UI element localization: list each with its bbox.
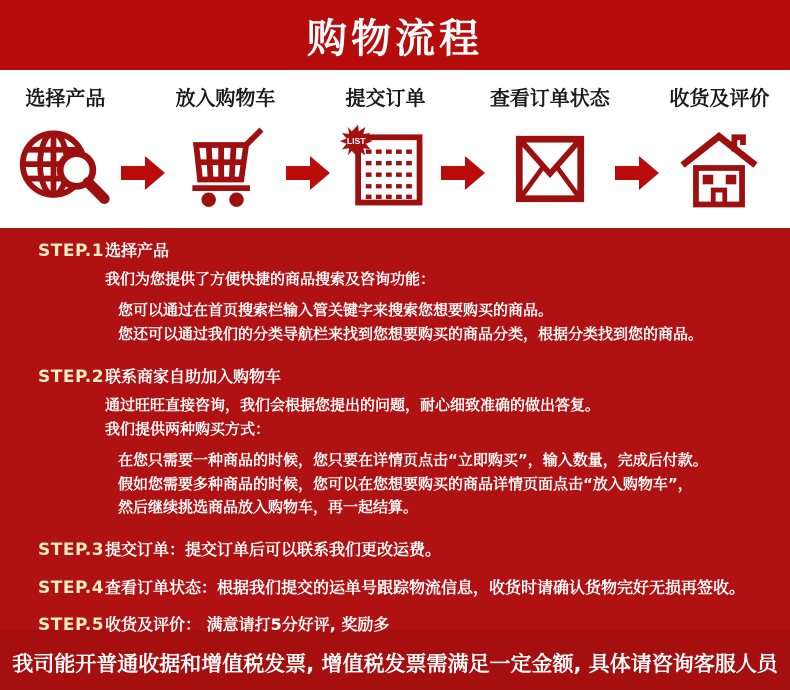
step-number: STEP.1 bbox=[38, 241, 105, 261]
steps-detail-area bbox=[0, 228, 790, 635]
step-column-add-to-cart bbox=[165, 70, 286, 216]
step-label: 收货及评价 bbox=[669, 86, 770, 110]
arrow-right-icon bbox=[441, 156, 485, 194]
svg-text:LIST: LIST bbox=[347, 136, 366, 146]
banner bbox=[0, 0, 790, 70]
step-heading: 联系商家自助加入购物车 bbox=[105, 367, 282, 386]
steps-bar bbox=[0, 70, 790, 228]
arrow-right-icon bbox=[121, 156, 165, 194]
step-number: STEP.3 bbox=[38, 539, 105, 560]
step-heading: 收货及评价： 满意请打5分好评, 奖励多 bbox=[105, 614, 390, 634]
step-column-order-status bbox=[485, 70, 615, 216]
step-label: 提交订单 bbox=[345, 86, 426, 110]
step-detail-line: 假如您需要多种商品的时候，您可以在您想要购买的商品详情页面点击“放入购物车”， bbox=[118, 474, 693, 493]
step-heading: 选择产品 bbox=[105, 241, 170, 260]
step-section-1 bbox=[0, 240, 790, 346]
step-detail-line: 然后继续挑选商品放入购物车，再一起结算。 bbox=[118, 498, 419, 516]
step-section-4 bbox=[0, 577, 790, 599]
step-section-3 bbox=[0, 539, 790, 561]
step-heading: 查看订单状态：根据我们提交的运单号跟踪物流信息，收货时请确认货物完好无损再签收。 bbox=[105, 577, 746, 597]
envelope-icon bbox=[502, 120, 598, 216]
step-number: STEP.5 bbox=[38, 614, 105, 635]
step-detail-line: 您可以通过在首页搜索栏输入管关键字来搜索您想要购买的商品。 bbox=[118, 301, 554, 319]
arrow-right-icon bbox=[286, 156, 330, 194]
step-heading: 提交订单：提交订单后可以联系我们更改运费。 bbox=[105, 539, 442, 559]
order-list-icon bbox=[337, 120, 433, 216]
step-column-submit-order bbox=[330, 70, 441, 216]
step-body-line: 通过旺旺直接咨询，我们会根据您提出的问题，耐心细致准确的做出答复。 bbox=[105, 396, 601, 414]
step-number: STEP.4 bbox=[38, 577, 105, 598]
globe-search-icon bbox=[17, 120, 113, 216]
arrow-right-icon bbox=[615, 156, 659, 194]
step-label: 放入购物车 bbox=[175, 86, 276, 110]
step-section-2 bbox=[0, 366, 790, 520]
page-title: 购物流程 bbox=[307, 15, 483, 62]
step-detail-line: 在您只需要一种商品的时候，您只要在详情页点击“立即购买”，输入数量，完成后付款。 bbox=[118, 451, 708, 469]
step-body-line: 我们为您提供了方便快捷的商品搜索及咨询功能： bbox=[105, 270, 436, 288]
step-body-line: 我们提供两种购买方式： bbox=[105, 420, 271, 438]
step-number: STEP.2 bbox=[38, 367, 105, 387]
step-detail-line: 您还可以通过我们的分类导航栏来找到您想要购买的商品分类，根据分类找到您的商品。 bbox=[118, 324, 704, 343]
step-column-select-product bbox=[10, 70, 121, 216]
step-label: 选择产品 bbox=[25, 86, 106, 110]
house-icon bbox=[671, 120, 767, 216]
shopping-cart-icon bbox=[177, 120, 273, 216]
invoice-notice-footer bbox=[0, 630, 790, 690]
step-label: 查看订单状态 bbox=[489, 86, 610, 110]
step-column-receive-review bbox=[659, 70, 780, 216]
invoice-notice-text: 我司能开普通收据和增值税发票, 增值税发票需满足一定金额, 具体请咨询客服人员 bbox=[12, 652, 778, 676]
